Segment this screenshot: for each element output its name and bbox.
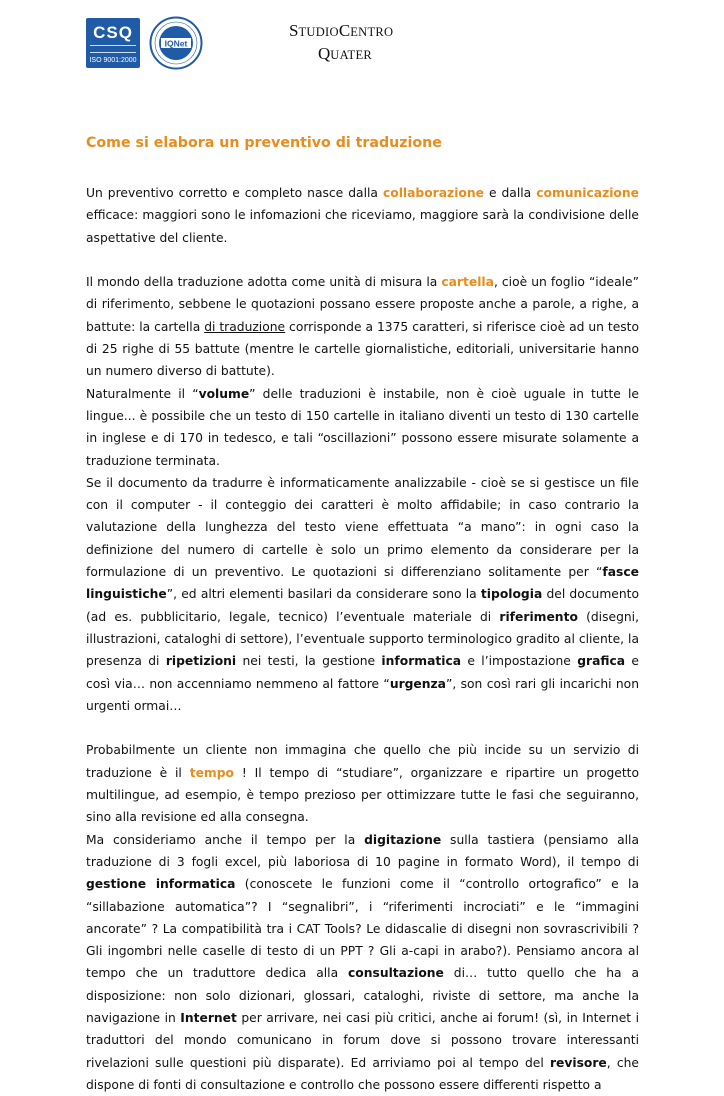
- csq-logo-iso-text: ISO 9001:2000: [89, 57, 137, 64]
- paragraph-volume: Naturalmente il “volume” delle traduzioni è instabile, non è cioè uguale in tutte le lingue... è possibile che un testo di 150 cartelle in italiano diventi un testo di 130 cartelle in inglese e di 170 in tedesco, e tali “oscillazioni” possono essere misurate solamente a traduzione terminata.: [86, 386, 639, 468]
- studio-name-line1: STUDIOCENTRO: [289, 21, 394, 40]
- studio-name-line2: QUATER: [318, 44, 373, 63]
- studio-name: [289, 20, 429, 66]
- paragraph-tempo: Probabilmente un cliente non immagina che quello che più incide su un servizio di traduzione è il tempo ! Il tempo di “studiare”, organizzare e ripartire un progetto multilingue, ad esempio, è tempo prezioso per ottimizzare tutte le fasi che seguiranno, sino alla revisione ed alla consegna.: [86, 743, 640, 825]
- document-title: Come si elabora un preventivo di traduzione: [86, 135, 442, 151]
- document-body: [86, 120, 639, 1096]
- paragraph-cartella: Il mondo della traduzione adotta come unità di misura la cartella, cioè un foglio “ideale” di riferimento, sebbene le quotazioni possano essere proposte anche a parole, a righe, a battute: la cartella di traduzione corrisponde a 1375 caratteri, si riferisce cioè ad un testo di 25 righe di 55 battute (mentre le cartelle giornalistiche, editoriali, universitarie hanno un numero diverso di battute).: [86, 275, 640, 379]
- iqnet-seal-icon: [149, 16, 203, 70]
- page-header: [0, 0, 724, 100]
- paragraph-intro: Un preventivo corretto e completo nasce dalla collaborazione e dalla comunicazione efficace: maggiori sono le infomazioni che riceviamo, maggiore sarà la condivisione delle aspettative del cliente.: [86, 186, 639, 245]
- iqnet-logo: [149, 16, 203, 70]
- paragraph-digitazione: Ma consideriamo anche il tempo per la digitazione sulla tastiera (pensiamo alla traduzione di 3 fogli excel, più laboriosa di 10 pagine in formato Word), il tempo di gestione informatica (conoscete le funzioni come il “controllo ortografico” e la “sillabazione automatica”? I “segnalibri”, i “riferimenti incrociati” e le “immagini ancorate” ? La compatibilità tra i CAT Tools? Le didascalie di disegni non sovrascrivibili ? Gli ingombri nelle caselle di testo di un PPT ? Gli a-capi in arabo?). Pensiamo ancora al tempo che un traduttore dedica alla consultazione di… tutto quello che ha a disposizione: non solo dizionari, glossari, cataloghi, riviste di settore, ma anche la navigazione in Internet per arrivare, nei casi più critici, anche ai forum! (sì, in Internet i traduttori del mondo comunicano in forum dove si possono trovare interessanti rivelazioni sulle questioni più disparate). Ed arriviamo poi al tempo del revisore, che dispone di fonti di consultazione e controllo che possono essere differenti rispetto a: [86, 832, 639, 1092]
- iqnet-logo-text: IQNet: [164, 38, 188, 49]
- csq-logo-stripes: [90, 45, 136, 53]
- paragraph-analisi: Se il documento da tradurre è informaticamente analizzabile - cioè se si gestisce un file con il computer - il conteggio dei caratteri è molto affidabile; in caso contrario la valutazione della lunghezza del testo viene effettuata “a mano”: in ogni caso la definizione del numero di cartelle è solo un primo elemento da considerare per la formulazione di un preventivo. Le quotazioni si differenziano solitamente per “fasce linguistiche”, ed altri elementi basilari da considerare sono la tipologia del documento (ad es. pubblicitario, legale, tecnico) l’eventuale materiale di riferimento (disegni, illustrazioni, cataloghi di settore), l’eventuale supporto terminologico gradito al cliente, la presenza di ripetizioni nei testi, la gestione informatica e l’impostazione grafica e così via… non accenniamo nemmeno al fattore “urgenza”, son così rari gli incarichi non urgenti ormai…: [86, 475, 640, 713]
- csq-logo: [86, 18, 140, 68]
- csq-logo-text: CSQ: [93, 23, 133, 42]
